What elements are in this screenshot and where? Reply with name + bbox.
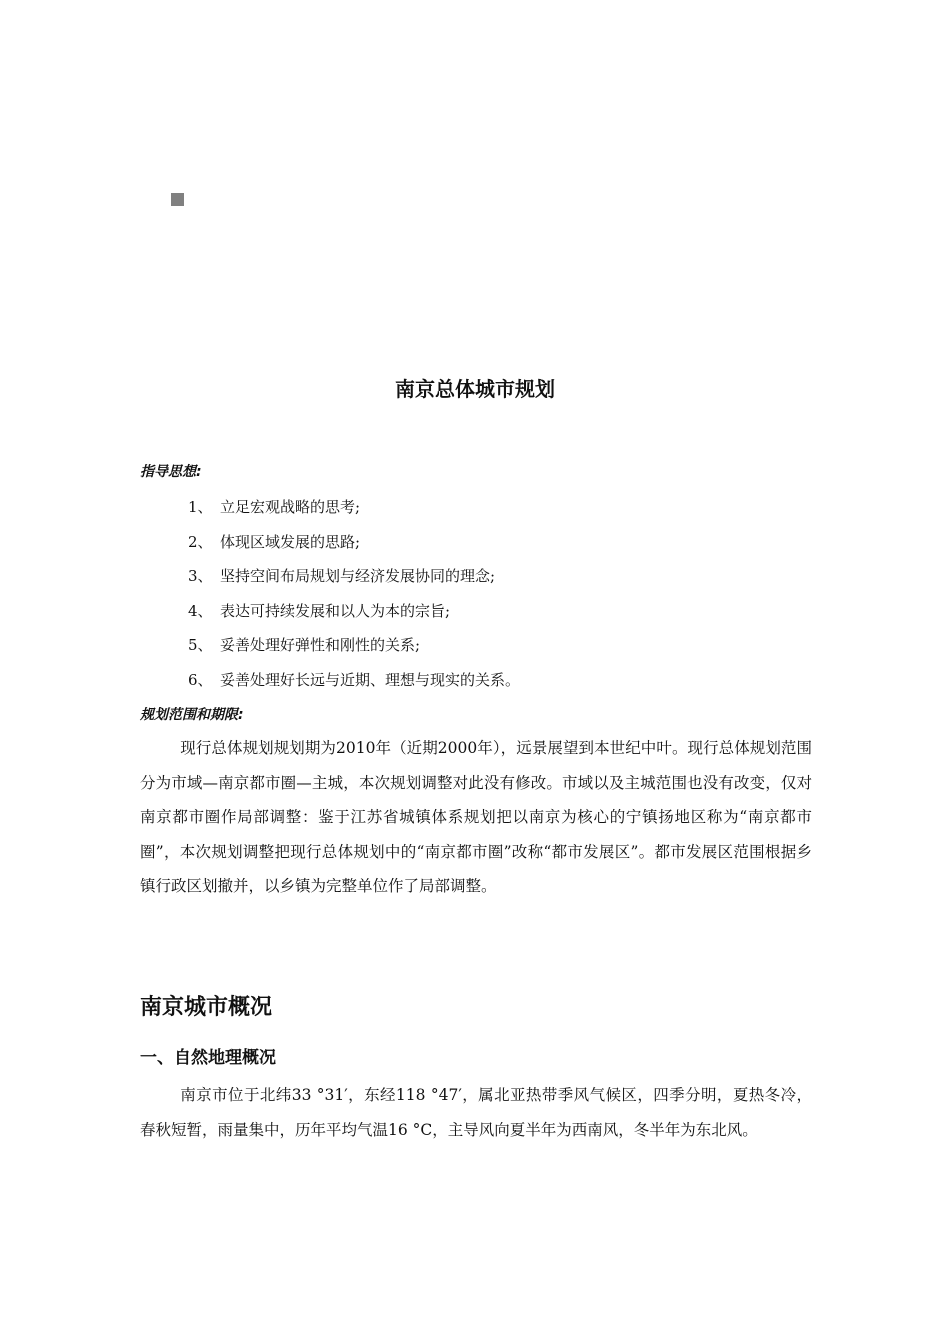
list-item-text: 表达可持续发展和以人为本的宗旨; [220, 601, 451, 620]
guiding-ideas-list [188, 492, 520, 699]
list-item-number: 5、 [188, 636, 213, 654]
list-item [188, 596, 520, 631]
square-bullet-icon [171, 193, 184, 206]
scope-paragraph: 现行总体规划规划期为2010年（近期2000年），远景展望到本世纪中叶。现行总体规划范围分为市域—南京都市圈—主城，本次规划调整对此没有修改。市域以及主城范围也没有改变，仅对南京都市圈作局部调整：鉴于江苏省城镇体系规划把以南京为核心的宁镇扬地区称为“南京都市圈”，本次规划调整把现行总体规划中的“南京都市圈”改称“都市发展区”。都市发展区范围根据乡镇行政区划撤并，以乡镇为完整单位作了局部调整。 [140, 739, 812, 895]
list-item [188, 492, 520, 527]
list-item-text: 妥善处理好弹性和刚性的关系; [220, 636, 421, 654]
document-title: 南京总体城市规划 [395, 377, 555, 401]
list-item-number: 4、 [188, 601, 213, 620]
list-item [188, 665, 520, 700]
overview-section-title: 南京城市概况 [140, 995, 273, 1020]
list-item-text: 坚持空间布局规划与经济发展协同的理念; [220, 567, 496, 585]
list-item-number: 6、 [188, 670, 213, 689]
list-item-number: 2、 [188, 532, 213, 551]
list-item-text: 妥善处理好长远与近期、理想与现实的关系。 [220, 670, 521, 689]
list-item [188, 561, 520, 596]
list-item-number: 3、 [188, 567, 213, 585]
list-item-text: 体现区域发展的思路; [220, 532, 361, 551]
list-item [188, 630, 520, 665]
geography-paragraph: 南京市位于北纬33 °31′，东经118 °47′，属北亚热带季风气候区，四季分明，夏热冬冷，春秋短暂，雨量集中，历年平均气温16 °C，主导风向夏半年为西南风，冬半年为东北风。 [140, 1086, 812, 1139]
list-item-text: 立足宏观战略的思考; [220, 498, 361, 516]
list-item [188, 527, 520, 562]
list-item-number: 1、 [188, 498, 213, 516]
scope-heading: 规划范围和期限: [140, 707, 244, 723]
guiding-ideas-heading: 指导思想: [140, 464, 202, 480]
geography-subsection-title: 一、自然地理概况 [140, 1048, 276, 1068]
